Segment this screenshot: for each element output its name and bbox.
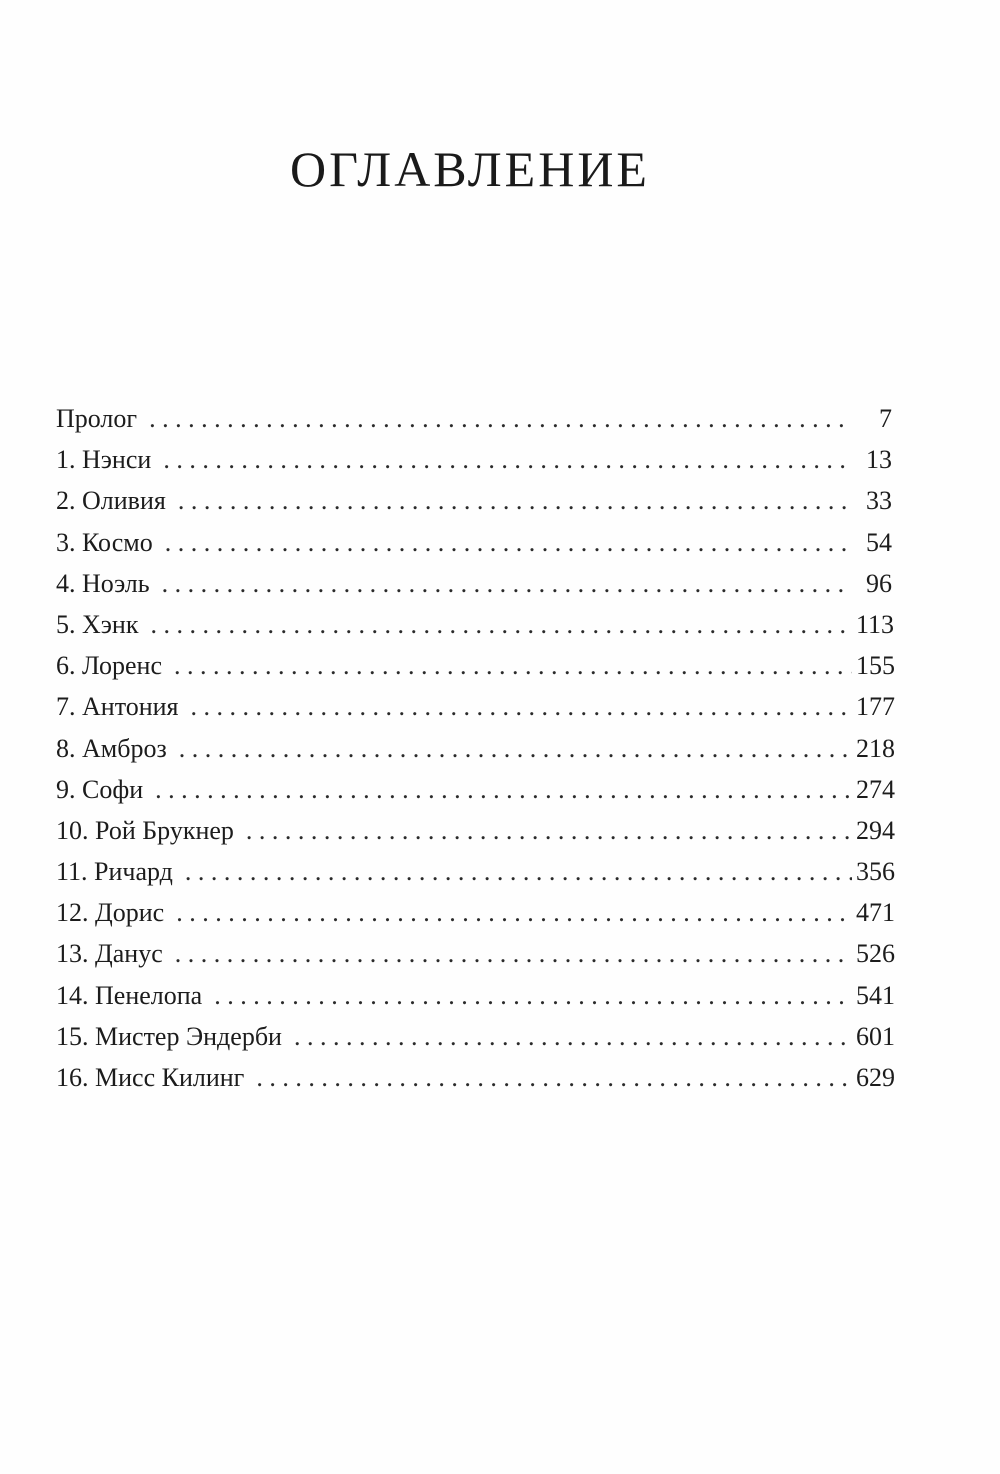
toc-entry <box>56 851 895 892</box>
toc-leader-dots <box>162 563 852 604</box>
toc-entry-page: 33 <box>866 486 892 516</box>
toc-entry-label: 5. Хэнк <box>56 609 139 639</box>
toc-entry <box>56 769 895 810</box>
toc-leader-dots <box>185 851 852 892</box>
toc-leader-dots <box>256 1057 852 1098</box>
toc-leader-dots <box>246 810 852 851</box>
toc-entry-page: 629 <box>856 1063 895 1092</box>
toc-entry-page: 54 <box>866 527 892 557</box>
toc-leader-dots <box>178 480 852 521</box>
toc-entry-label: 7. Антония <box>56 692 179 722</box>
toc-entry-label: 2. Оливия <box>56 486 166 516</box>
toc-entry-label: 8. Амброз <box>56 733 167 763</box>
toc-leader-dots <box>150 604 852 645</box>
toc-entry <box>56 480 892 521</box>
toc-entry <box>56 892 895 933</box>
toc-entry-label: 1. Нэнси <box>56 445 152 475</box>
toc-entry <box>56 439 892 480</box>
toc-leader-dots <box>165 522 852 563</box>
toc-entry-label: 3. Космо <box>56 527 153 557</box>
toc-entry-page: 218 <box>856 733 895 763</box>
toc-entry-page: 7 <box>879 404 892 433</box>
toc-leader-dots <box>163 439 852 480</box>
toc-leader-dots <box>174 645 852 686</box>
toc-entry-label: 14. Пенелопа <box>56 980 203 1010</box>
toc-entry <box>56 645 895 686</box>
toc-entry-label: 4. Ноэль <box>56 568 150 598</box>
toc-entry <box>56 933 895 974</box>
toc-entry <box>56 398 892 439</box>
toc-leader-dots <box>149 398 852 439</box>
toc-entry-label: 16. Мисс Килинг <box>56 1063 245 1092</box>
toc-entry-label: 15. Мистер Эндерби <box>56 1021 282 1051</box>
toc-entry-page: 601 <box>856 1021 895 1051</box>
toc-leader-dots <box>176 892 852 933</box>
toc-entry <box>56 728 895 769</box>
toc-leader-dots <box>155 769 852 810</box>
toc-leader-dots <box>191 686 853 727</box>
toc-entry-label: 9. Софи <box>56 774 144 804</box>
toc-entry <box>56 1016 895 1057</box>
toc-leader-dots <box>179 728 852 769</box>
table-of-contents <box>56 398 895 1098</box>
toc-entry <box>56 686 895 727</box>
toc-entry-page: 274 <box>856 774 895 804</box>
toc-entry-page: 177 <box>856 692 895 722</box>
toc-entry-page: 113 <box>856 609 895 639</box>
toc-entry-page: 526 <box>856 939 895 969</box>
toc-leader-dots <box>175 933 852 974</box>
toc-entry <box>56 522 892 563</box>
toc-entry-label: 12. Дорис <box>56 898 165 928</box>
toc-entry <box>56 604 895 645</box>
toc-entry-page: 155 <box>856 651 895 681</box>
toc-entry-label: Пролог <box>56 404 138 433</box>
toc-entry-page: 96 <box>866 568 892 598</box>
toc-entry <box>56 975 895 1016</box>
toc-entry-page: 13 <box>866 445 892 475</box>
toc-entry <box>56 810 895 851</box>
toc-entry <box>56 563 892 604</box>
toc-leader-dots <box>214 975 852 1016</box>
page-title: ОГЛАВЛЕНИЕ <box>290 141 650 197</box>
toc-entry-label: 10. Рой Брукнер <box>56 815 234 845</box>
toc-entry <box>56 1057 895 1098</box>
toc-entry-label: 6. Лоренс <box>56 651 162 681</box>
toc-leader-dots <box>294 1016 852 1057</box>
toc-entry-page: 541 <box>856 980 895 1010</box>
toc-entry-page: 294 <box>856 815 895 845</box>
toc-entry-page: 471 <box>856 898 895 928</box>
toc-entry-label: 11. Ричард <box>56 857 173 887</box>
toc-entry-page: 356 <box>856 857 895 887</box>
toc-entry-label: 13. Данус <box>56 939 163 969</box>
